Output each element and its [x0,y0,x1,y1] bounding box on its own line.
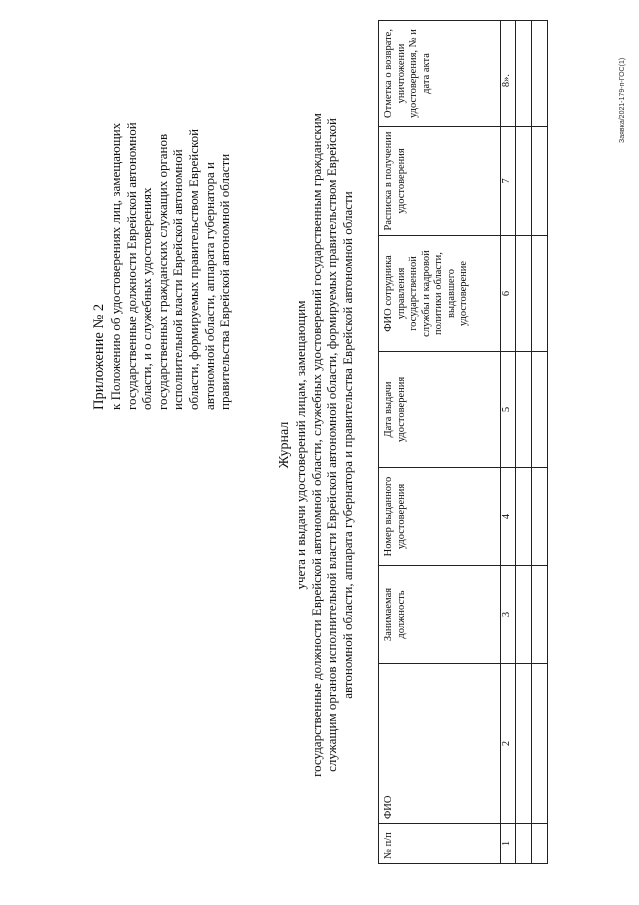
appendix-header [91,70,233,410]
table-cell [516,352,532,468]
column-number: 4 [501,468,516,566]
table-cell [516,664,532,824]
appendix-line: правительства Еврейской автономной области [217,153,233,410]
table-cell [532,352,548,468]
journal-subtitle-line: служащим органов исполнительной власти Еврейской автономной области, формируемых правительством Еврейской [324,118,340,772]
column-header-issue-date: Дата выдачи удостоверения [379,352,501,468]
table-cell [532,236,548,352]
journal-table [378,20,548,864]
column-header-issuer: ФИО сотрудника управления государственной службы и кадровой политики области, выдавшего удостоверение [379,236,501,352]
journal-title: Журнал [277,421,292,469]
table-row [516,21,532,864]
appendix-line: автономной области, аппарата губернатора и [201,162,217,410]
table-cell [516,21,532,127]
table-cell [532,21,548,127]
table-cell [532,468,548,566]
column-number: 2 [501,664,516,824]
column-header-certificate-number: Номер выданного удостоверения [379,468,501,566]
journal-heading [276,5,355,885]
column-number: 5 [501,352,516,468]
column-header-name: ФИО [379,664,501,824]
table-row [532,21,548,864]
appendix-line: исполнительной власти Еврейской автономной [170,149,186,410]
table-cell [516,236,532,352]
column-header-receipt: Расписка в получении удостоверения [379,127,501,236]
journal-subtitle-line: государственные должности Еврейской автономной области, служебных удостоверений государственным гражданским [308,113,324,777]
column-number: 1 [501,824,516,864]
column-number: 7 [501,127,516,236]
table-cell [516,468,532,566]
column-number: 6 [501,236,516,352]
table-cell [532,127,548,236]
table-cell [532,566,548,664]
appendix-line: государственные должности Еврейской автономной [123,122,139,410]
appendix-line: к Положению об удостоверениях лиц, замещающих [108,122,123,410]
column-header-number: № п/п [379,824,501,864]
table-cell [532,664,548,824]
column-number: 3 [501,566,516,664]
journal-subtitle-line: автономной области, аппарата губернатора и правительства Еврейской автономной области [339,191,355,699]
table-cell [516,824,532,864]
column-number-row [501,21,516,864]
column-header-position: Занимаемая должность [379,566,501,664]
table-cell [532,824,548,864]
appendix-title: Приложение № 2 [91,303,107,410]
journal-subtitle-line: учета и выдачи удостоверений лицам, замещающим [293,300,308,590]
document-code: Заявка/2021-179-п-ГОС(1) [619,57,626,143]
column-header-return-note: Отметка о возврате, уничтожении удостоверения, № и дата акта [379,21,501,127]
column-number: 8». [501,21,516,127]
appendix-line: области, формируемых правительством Еврейской [185,128,201,410]
table-cell [516,566,532,664]
appendix-line: государственных гражданских служащих органов [154,133,170,410]
appendix-line: области, и о служебных удостоверениях [139,187,155,410]
table-cell [516,127,532,236]
table-header-row [379,21,501,864]
